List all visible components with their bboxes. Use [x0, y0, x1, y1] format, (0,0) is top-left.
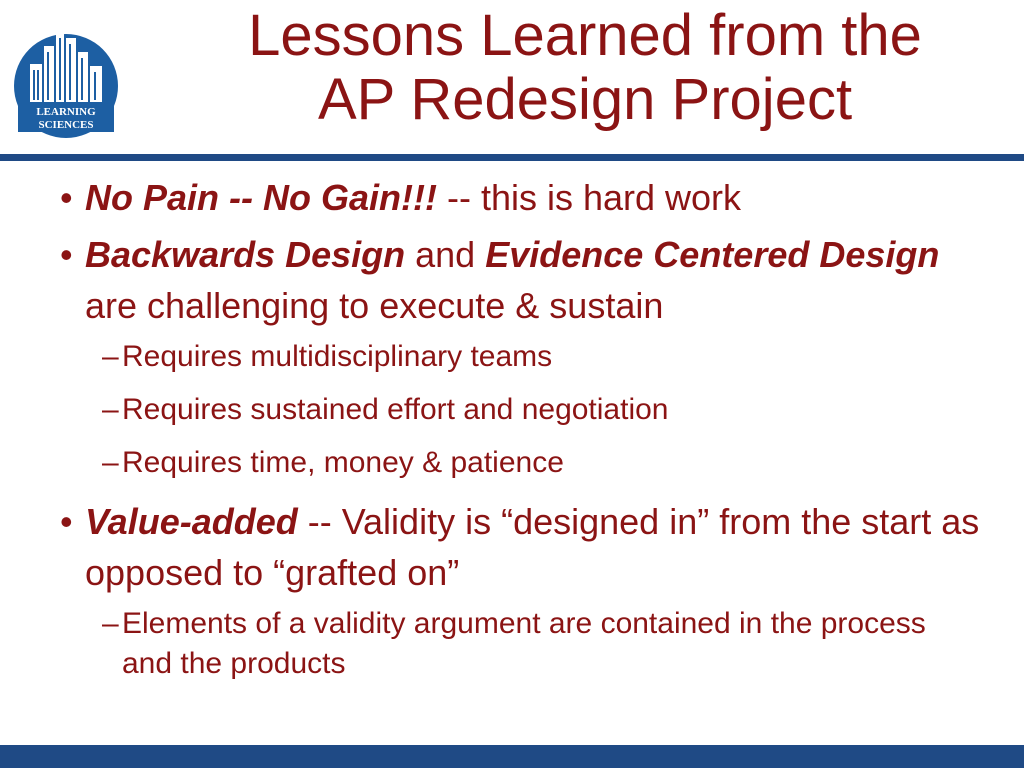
- bullet-text: -- this is hard work: [436, 177, 742, 218]
- bullet-text: -- Validity is “designed in” from the start as opposed to “grafted on”: [85, 501, 980, 593]
- sub-bullet: [0, 337, 1024, 377]
- bullet-emphasis: No Pain -- No Gain!!!: [85, 177, 437, 218]
- sub-bullet-mark: –: [102, 607, 119, 640]
- bullet-emphasis: Value-added: [85, 501, 298, 542]
- sub-bullet-text: Elements of a validity argument are contained in the process and the products: [122, 607, 926, 680]
- learning-sciences-logo: [8, 16, 126, 148]
- sub-bullet-mark: –: [102, 446, 119, 479]
- bullet-emphasis: Backwards Design: [85, 234, 406, 275]
- bullet-mark: •: [60, 177, 73, 218]
- sub-bullet-text: Requires time, money & patience: [122, 446, 564, 479]
- bullet-value-added: [0, 496, 1024, 598]
- sub-bullet-text: Requires multidisciplinary teams: [122, 340, 553, 373]
- learning-sciences-skyline-logo: [10, 20, 122, 142]
- bullet-emphasis: Evidence Centered Design: [485, 234, 940, 275]
- slide-title: [150, 4, 1020, 132]
- sub-bullet-mark: –: [102, 340, 119, 373]
- logo-text-line1: LEARNING: [36, 106, 96, 118]
- sub-bullet: [0, 390, 1024, 430]
- slide-title-line1: Lessons Learned from the: [248, 3, 922, 68]
- sub-bullet: [0, 604, 1024, 684]
- bullet-mark: •: [60, 501, 73, 542]
- bullet-no-pain: [0, 172, 1024, 223]
- bullet-text: are challenging to execute & sustain: [85, 285, 664, 326]
- sub-bullet-text: Requires sustained effort and negotiation: [122, 393, 669, 426]
- bullet-backwards-design: [0, 229, 1024, 331]
- footer-band: [0, 745, 1024, 768]
- sub-bullet: [0, 443, 1024, 483]
- logo-text-line2: SCIENCES: [38, 119, 94, 131]
- sub-bullet-mark: –: [102, 393, 119, 426]
- slide-body: [0, 172, 1024, 697]
- bullet-text: and: [405, 234, 486, 275]
- slide-title-line2: AP Redesign Project: [317, 67, 853, 132]
- bullet-mark: •: [60, 234, 73, 275]
- title-divider-rule: [0, 154, 1024, 161]
